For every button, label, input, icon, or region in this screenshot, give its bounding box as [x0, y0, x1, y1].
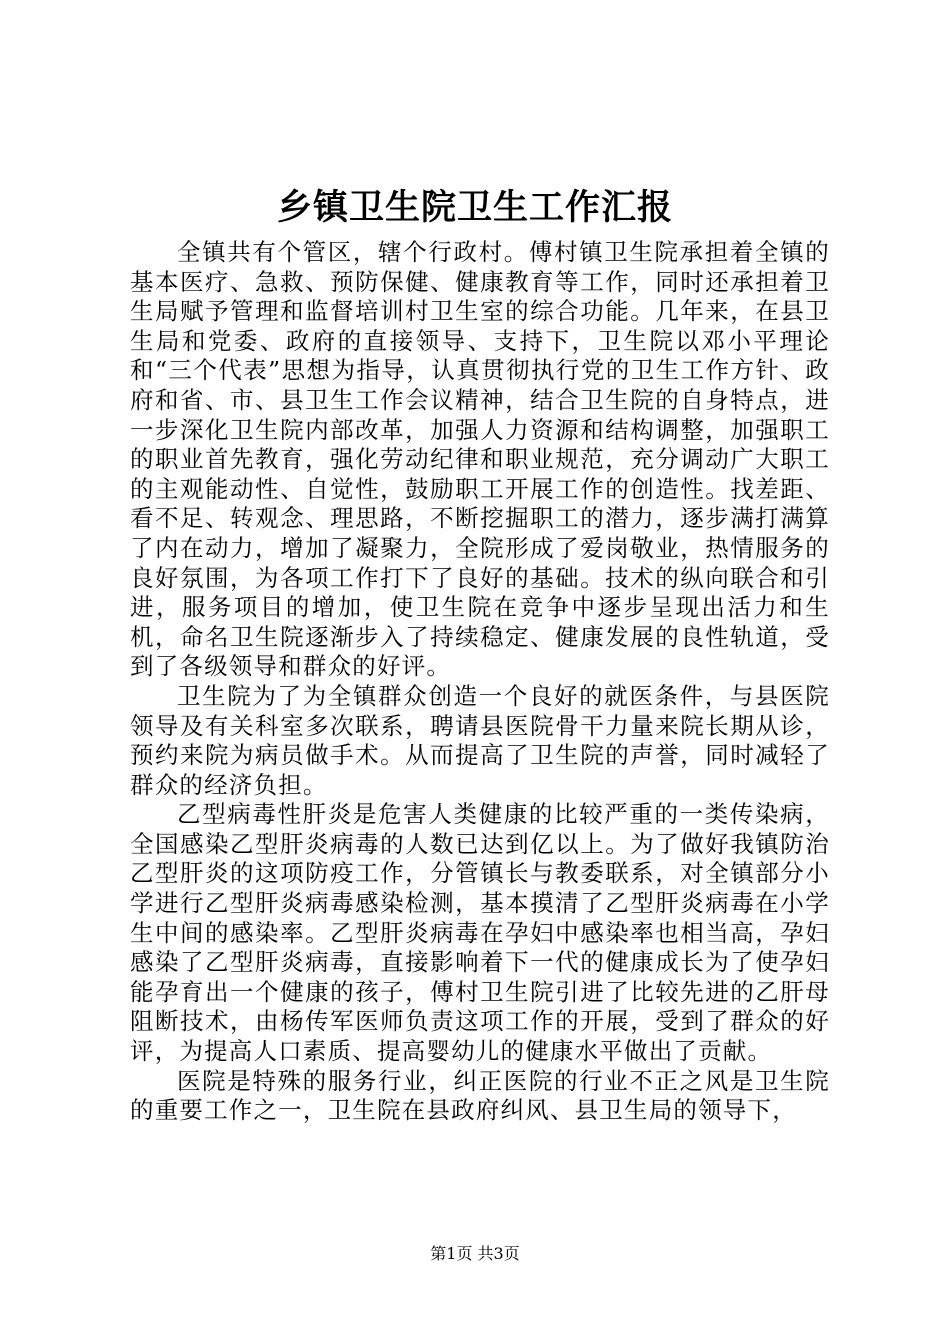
paragraph-3: 乙型病毒性肝炎是危害人类健康的比较严重的一类传染病，全国感染乙型肝炎病毒的人数已达到亿以上。为了做好我镇防治乙型肝炎的这项防疫工作，分管镇长与教委联系，对全镇部分小学进行乙型肝炎病毒感染检测，基本摸清了乙型肝炎病毒在小学生中间的感染率。乙型肝炎病毒在孕妇中感染率也相当高，孕妇感染了乙型肝炎病毒，直接影响着下一代的健康成长为了使孕妇能孕育出一个健康的孩子，傅村卫生院引进了比较先进的乙肝母阻断技术，由杨传军医师负责这项工作的开展，受到了群众的好评，为提高人口素质、提高婴幼儿的健康水平做出了贡献。	[130, 800, 830, 1066]
document-title: 乡镇卫生院卫生工作汇报	[276, 187, 673, 228]
paragraph-4: 医院是特殊的服务行业，纠正医院的行业不正之风是卫生院的重要工作之一，卫生院在县政府纠风、县卫生局的领导下，	[130, 1066, 830, 1125]
paragraph-1: 全镇共有个管区，辖个行政村。傅村镇卫生院承担着全镇的基本医疗、急救、预防保健、健康教育等工作，同时还承担着卫生局赋予管理和监督培训村卫生室的综合功能。几年来，在县卫生局和党委、政府的直接领导、支持下，卫生院以邓小平理论和“三个代表”思想为指导，认真贯彻执行党的卫生工作方针、政府和省、市、县卫生工作会议精神，结合卫生院的自身特点，进一步深化卫生院内部改革，加强人力资源和结构调整，加强职工的职业首先教育，强化劳动纪律和职业规范，充分调动广大职工的主观能动性、自觉性，鼓励职工开展工作的创造性。找差距、看不足、转观念、理思路，不断挖掘职工的潜力，逐步满打满算了内在动力，增加了凝聚力，全院形成了爱岗敬业，热情服务的良好氛围，为各项工作打下了良好的基础。技术的纵向联合和引进，服务项目的增加，使卫生院在竞争中逐步呈现出活力和生机，命名卫生院逐渐步入了持续稳定、健康发展的良性轨道，受到了各级领导和群众的好评。	[130, 238, 830, 681]
document-body	[130, 238, 830, 1126]
paragraph-2: 卫生院为了为全镇群众创造一个良好的就医条件，与县医院领导及有关科室多次联系，聘请县医院骨干力量来院长期从诊，预约来院为病员做手术。从而提高了卫生院的声誉，同时减轻了群众的经济负担。	[130, 681, 830, 799]
page-footer: 第1页 共3页	[430, 1244, 520, 1263]
